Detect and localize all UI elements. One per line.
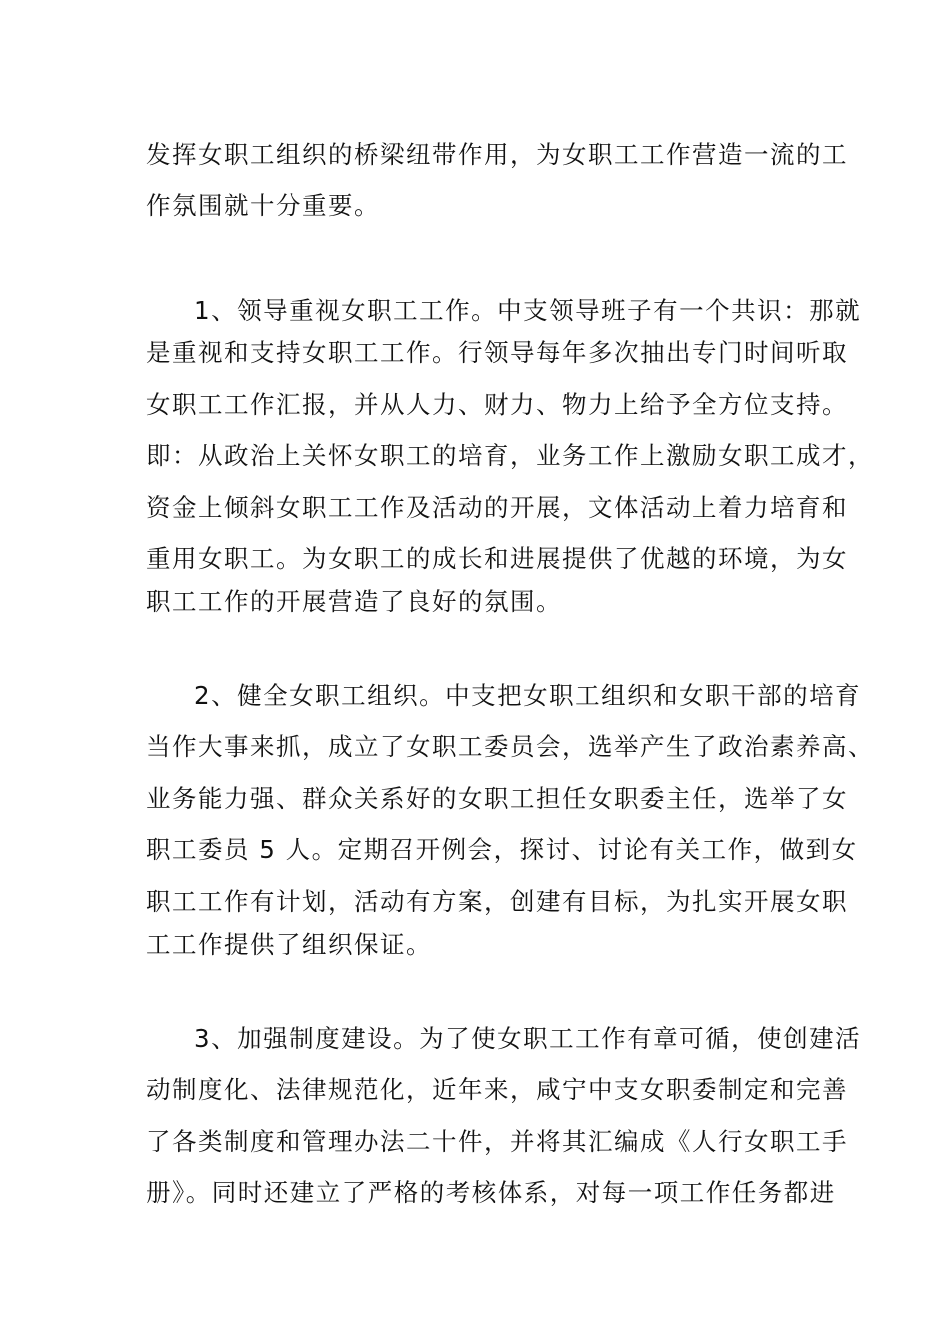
text-line: 职工工作的开展营造了良好的氛围。 [146, 587, 562, 616]
text-line: 即：从政治上关怀女职工的培育，业务工作上激励女职工成才， [146, 441, 874, 470]
text-line: 1、领导重视女职工工作。中支领导班子有一个共识：那就 [194, 296, 862, 325]
text-line: 职工委员 5 人。定期召开例会，探讨、讨论有关工作，做到女 [146, 835, 858, 864]
text-line: 职工工作有计划，活动有方案，创建有目标，为扎实开展女职 [146, 887, 848, 916]
text-line: 是重视和支持女职工工作。行领导每年多次抽出专门时间听取 [146, 338, 848, 367]
text-line: 业务能力强、群众关系好的女职工担任女职委主任，选举了女 [146, 784, 848, 813]
text-line: 作氛围就十分重要。 [146, 191, 380, 220]
text-line: 重用女职工。为女职工的成长和进展提供了优越的环境，为女 [146, 544, 848, 573]
text-line: 了各类制度和管理办法二十件，并将其汇编成《人行女职工手 [146, 1127, 848, 1156]
text-line: 女职工工作汇报，并从人力、财力、物力上给予全方位支持。 [146, 390, 848, 419]
text-line: 2、健全女职工组织。中支把女职工组织和女职干部的培育 [194, 681, 862, 710]
text-line: 资金上倾斜女职工工作及活动的开展，文体活动上着力培育和 [146, 493, 848, 522]
text-line: 当作大事来抓，成立了女职工委员会，选举产生了政治素养高、 [146, 732, 874, 761]
text-line: 3、加强制度建设。为了使女职工工作有章可循，使创建活 [194, 1024, 862, 1053]
text-line: 工工作提供了组织保证。 [146, 930, 432, 959]
text-line: 动制度化、法律规范化，近年来，咸宁中支女职委制定和完善 [146, 1075, 848, 1104]
text-line: 册》。同时还建立了严格的考核体系，对每一项工作任务都进 [146, 1178, 836, 1207]
text-line: 发挥女职工组织的桥梁纽带作用，为女职工工作营造一流的工 [146, 140, 848, 169]
